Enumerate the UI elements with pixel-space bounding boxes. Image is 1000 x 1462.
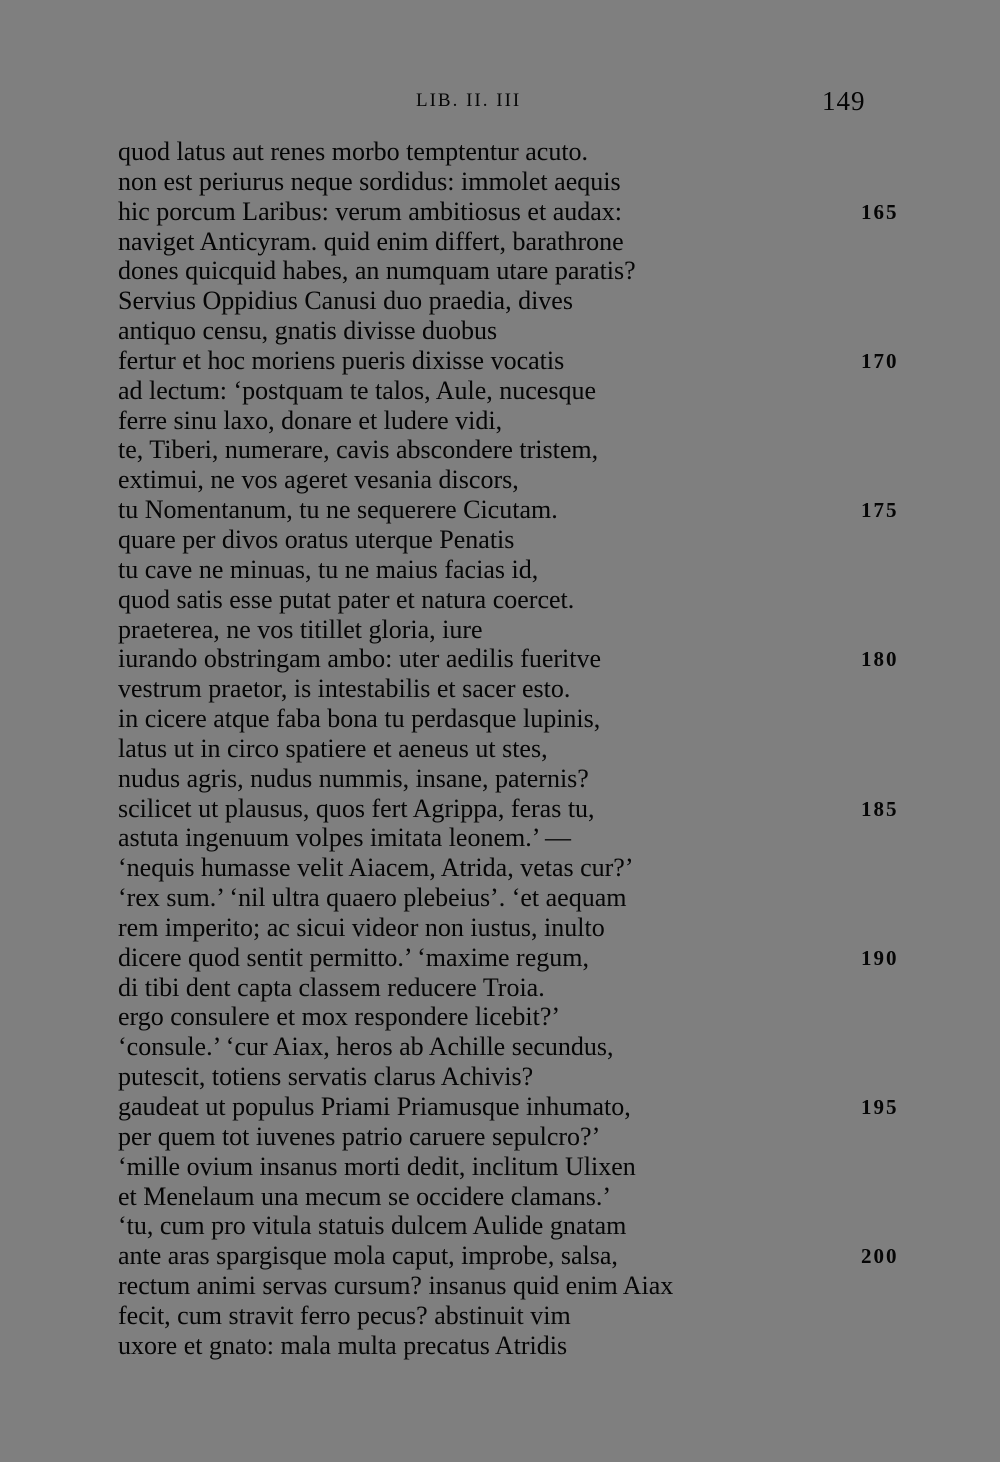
verse-line	[118, 704, 918, 734]
verse-text: gaudeat ut populus Priami Priamusque inhumato,	[118, 1092, 631, 1121]
line-number: 180	[861, 647, 899, 672]
verse-text: praeterea, ne vos titillet gloria, iure	[118, 614, 483, 644]
verse-text: dicere quod sentit permitto.’ ‘maxime regum,	[118, 942, 589, 972]
verse-line	[118, 943, 918, 973]
verse-line	[118, 615, 918, 645]
verse-text: extimui, ne vos ageret vesania discors,	[118, 465, 519, 495]
page-header	[0, 86, 1000, 126]
page-number: 149	[822, 86, 866, 116]
verse-line	[118, 853, 918, 883]
verse-text: rectum animi servas cursum? insanus quid enim Aiax	[118, 1271, 674, 1301]
verse-text: per quem tot iuvenes patrio caruere sepulcro?’	[118, 1121, 601, 1151]
verse-line	[118, 823, 918, 853]
verse-text: Servius Oppidius Canusi duo praedia, dives	[118, 286, 573, 316]
verse-text: ad lectum: ‘postquam te talos, Aule, nucesque	[118, 375, 596, 405]
verse-line	[118, 1182, 918, 1212]
verse-line	[118, 585, 918, 615]
verse-text: rem imperito; ac sicui videor non iustus, inulto	[118, 912, 605, 942]
line-number: 190	[861, 945, 899, 970]
verse-line	[118, 1271, 918, 1301]
verse-line	[118, 197, 918, 227]
verse-line	[118, 1301, 918, 1331]
verse-text: ‘tu, cum pro vitula statuis dulcem Aulide gnatam	[118, 1211, 627, 1241]
verse-text: ‘consule.’ ‘cur Aiax, heros ab Achille secundus,	[118, 1032, 614, 1062]
verse-text: uxore et gnato: mala multa precatus Atridis	[118, 1330, 568, 1360]
verse-text: ‘rex sum.’ ‘nil ultra quaero plebeius’. ‘et aequam	[118, 883, 627, 913]
verse-text: quod latus aut renes morbo temptentur acuto.	[118, 137, 589, 166]
verse-line	[118, 346, 918, 376]
verse-line	[118, 555, 918, 585]
verse-text: fertur et hoc moriens pueris dixisse vocatis	[118, 345, 565, 375]
line-number: 195	[861, 1095, 899, 1119]
verse-line	[118, 465, 918, 495]
verse-text: ‘mille ovium insanus morti dedit, inclitum Ulixen	[118, 1151, 636, 1181]
verse-text: naviget Anticyram. quid enim differt, barathrone	[118, 226, 624, 256]
verse-text: scilicet ut plausus, quos fert Agrippa, feras tu,	[118, 793, 595, 823]
verse-line	[118, 227, 918, 257]
verse-text: latus ut in circo spatiere et aeneus ut stes,	[118, 733, 548, 763]
verse-text: tu Nomentanum, tu ne sequerere Cicutam.	[118, 495, 558, 525]
verse-text: non est periurus neque sordidus: immolet aequis	[118, 166, 621, 196]
running-head: LIB. II. III	[416, 90, 522, 111]
line-number: 200	[861, 1244, 899, 1269]
verse-text: te, Tiberi, numerare, cavis abscondere tristem,	[118, 435, 599, 465]
line-number: 185	[861, 796, 899, 821]
verse-line	[118, 1092, 918, 1122]
verse-text: nudus agris, nudus nummis, insane, paternis?	[118, 763, 589, 793]
verse-line	[118, 286, 918, 316]
verse-line	[118, 764, 918, 794]
verse-line	[118, 256, 918, 286]
verse-line	[118, 1122, 918, 1152]
verse-text: iurando obstringam ambo: uter aedilis fueritve	[118, 644, 602, 674]
verse-text: astuta ingenuum volpes imitata leonem.’ —	[118, 823, 571, 853]
verse-text: ‘nequis humasse velit Aiacem, Atrida, vetas cur?’	[118, 853, 634, 883]
verse-line	[118, 406, 918, 436]
verse-text: di tibi dent capta classem reducere Troia.	[118, 972, 545, 1002]
verse-line	[118, 1032, 918, 1062]
verse-line	[118, 316, 918, 346]
verse-text: ferre sinu laxo, donare et ludere vidi,	[118, 405, 503, 435]
verse-line	[118, 734, 918, 764]
verse-line	[118, 1152, 918, 1182]
line-number: 165	[861, 199, 899, 224]
verse-line	[118, 435, 918, 465]
verse-line	[118, 1211, 918, 1241]
verse-line	[118, 1241, 918, 1271]
verse-line	[118, 1002, 918, 1032]
verse-line	[118, 794, 918, 824]
verse-line	[118, 913, 918, 943]
verse-text: ergo consulere et mox respondere licebit?’	[118, 1002, 561, 1032]
verse-text: et Menelaum una mecum se occidere clamans.’	[118, 1181, 612, 1211]
verse-line	[118, 167, 918, 197]
verse-text: quare per divos oratus uterque Penatis	[118, 524, 515, 554]
verse-text: quod satis esse putat pater et natura coercet.	[118, 584, 575, 614]
verse-text: antiquo censu, gnatis divisse duobus	[118, 316, 498, 346]
verse-line	[118, 525, 918, 555]
verse-line	[118, 137, 918, 167]
verse-line	[118, 674, 918, 704]
verse-text: fecit, cum stravit ferro pecus? abstinuit vim	[118, 1300, 571, 1330]
verse-text: dones quicquid habes, an numquam utare paratis?	[118, 256, 636, 286]
verse-line	[118, 376, 918, 406]
verse-text: in cicere atque faba bona tu perdasque lupinis,	[118, 704, 601, 734]
poem-text-block	[118, 137, 918, 1361]
verse-line	[118, 883, 918, 913]
verse-line	[118, 973, 918, 1003]
verse-line	[118, 1062, 918, 1092]
verse-line	[118, 644, 918, 674]
verse-text: hic porcum Laribus: verum ambitiosus et audax:	[118, 196, 622, 226]
line-number: 170	[861, 348, 899, 373]
verse-text: putescit, totiens servatis clarus Achivis?	[118, 1062, 534, 1092]
verse-text: vestrum praetor, is intestabilis et sacer esto.	[118, 674, 571, 704]
verse-text: ante aras spargisque mola caput, improbe, salsa,	[118, 1241, 618, 1271]
verse-line	[118, 495, 918, 525]
verse-text: tu cave ne minuas, tu ne maius facias id,	[118, 554, 539, 584]
verse-line	[118, 1331, 918, 1361]
line-number: 175	[861, 498, 899, 523]
